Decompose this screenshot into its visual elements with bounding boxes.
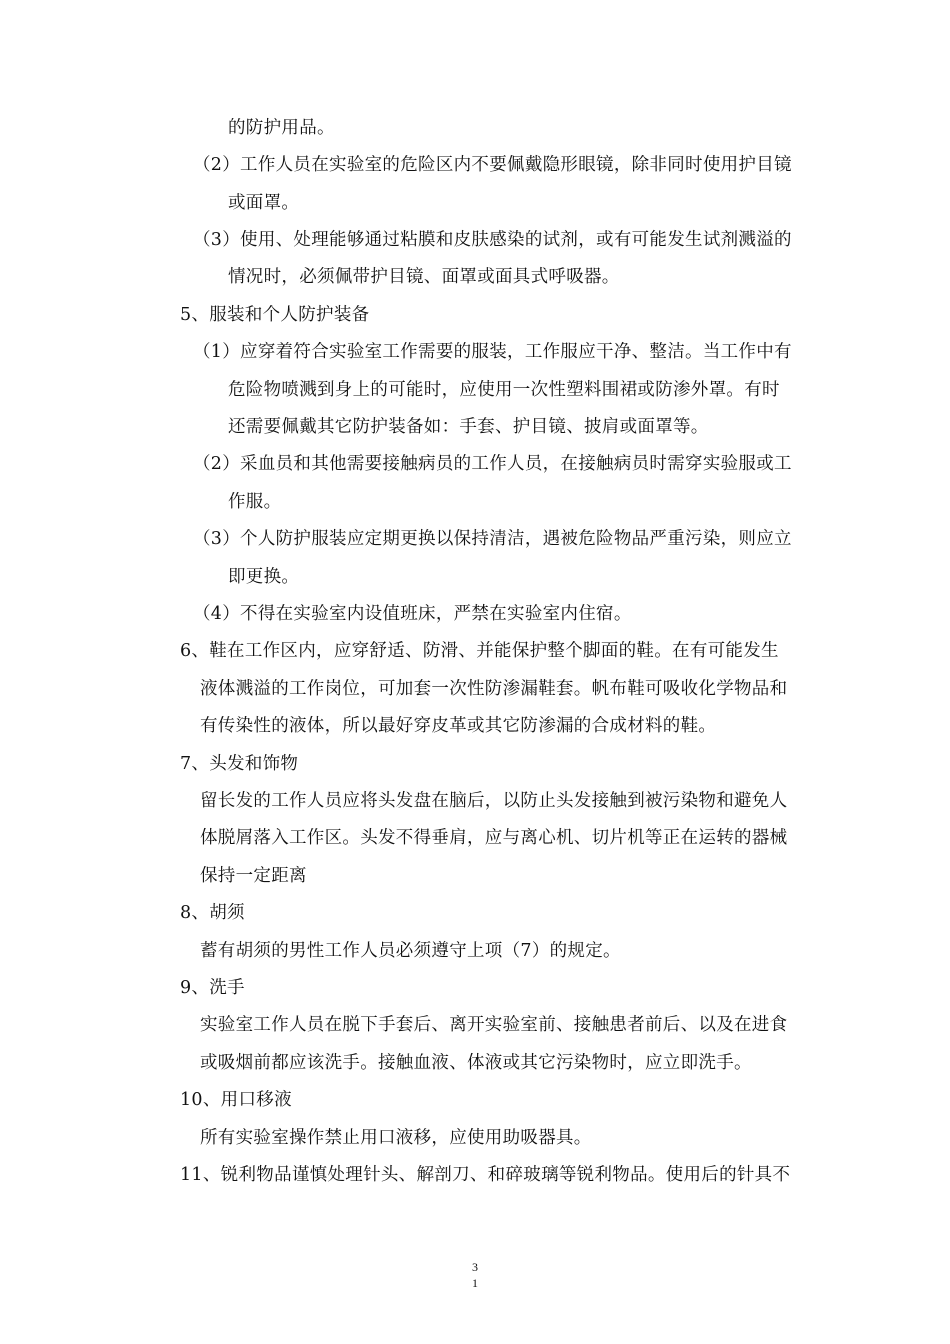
- text-line: 的防护用品。: [228, 118, 335, 138]
- section-heading: 7、头发和饰物: [180, 754, 299, 774]
- section-heading: 10、用口移液: [180, 1090, 292, 1110]
- text-line: 或吸烟前都应该洗手。接触血液、体液或其它污染物时，应立即洗手。: [200, 1053, 752, 1073]
- text-line: 所有实验室操作禁止用口液移，应使用助吸器具。: [200, 1128, 592, 1148]
- text-line: 实验室工作人员在脱下手套后、离开实验室前、接触患者前后、以及在进食: [200, 1015, 788, 1035]
- text-line: 有传染性的液体，所以最好穿皮革或其它防渗漏的合成材料的鞋。: [200, 716, 717, 736]
- section-heading: 9、洗手: [180, 978, 245, 998]
- section-heading: 11、锐利物品谨慎处理针头、解剖刀、和碎玻璃等锐利物品。使用后的针具不: [180, 1165, 791, 1185]
- text-line: （2）采血员和其他需要接触病员的工作人员，在接触病员时需穿实验服或工: [193, 454, 792, 474]
- text-line: 液体溅溢的工作岗位，可加套一次性防渗漏鞋套。帆布鞋可吸收化学物品和: [200, 679, 788, 699]
- section-heading: 8、胡须: [180, 903, 245, 923]
- section-heading: 6、鞋在工作区内，应穿舒适、防滑、并能保护整个脚面的鞋。在有可能发生: [180, 641, 779, 661]
- text-line: 即更换。: [228, 567, 300, 587]
- text-line: 体脱屑落入工作区。头发不得垂肩，应与离心机、切片机等正在运转的器械: [200, 828, 788, 848]
- text-line: 保持一定距离: [200, 866, 307, 886]
- text-line: 作服。: [228, 492, 282, 512]
- text-line: 或面罩。: [228, 193, 300, 213]
- text-line: 危险物喷溅到身上的可能时，应使用一次性塑料围裙或防渗外罩。有时: [228, 380, 780, 400]
- page-number-sub: 1: [472, 1276, 478, 1290]
- text-line: （2）工作人员在实验室的危险区内不要佩戴隐形眼镜，除非同时使用护目镜: [193, 155, 792, 175]
- text-line: （3）个人防护服装应定期更换以保持清洁，遇被危险物品严重污染，则应立: [193, 529, 792, 549]
- text-line: 蓄有胡须的男性工作人员必须遵守上项（7）的规定。: [200, 941, 621, 961]
- text-line: 留长发的工作人员应将头发盘在脑后，以防止头发接触到被污染物和避免人: [200, 791, 788, 811]
- text-line: （1）应穿着符合实验室工作需要的服装，工作服应干净、整洁。当工作中有: [193, 342, 792, 362]
- text-line: 情况时，必须佩带护目镜、面罩或面具式呼吸器。: [228, 267, 620, 287]
- page-number: 3: [472, 1260, 478, 1274]
- text-line: （3）使用、处理能够通过粘膜和皮肤感染的试剂，或有可能发生试剂溅溢的: [193, 230, 792, 250]
- text-line: 还需要佩戴其它防护装备如：手套、护目镜、披肩或面罩等。: [228, 417, 709, 437]
- text-line: （4）不得在实验室内设值班床，严禁在实验室内住宿。: [193, 604, 632, 624]
- section-heading: 5、服装和个人防护装备: [180, 305, 370, 325]
